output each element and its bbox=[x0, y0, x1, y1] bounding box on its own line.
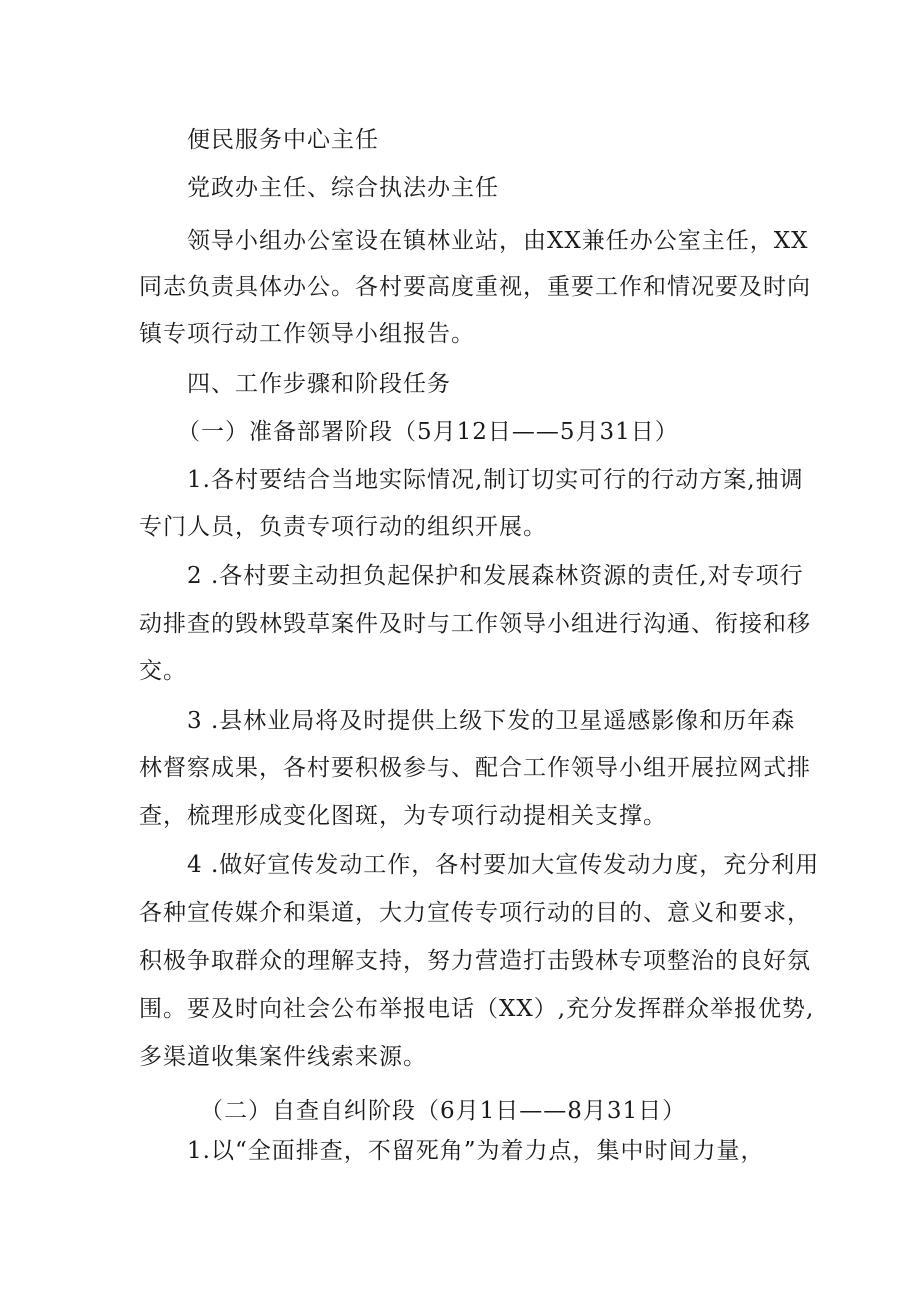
text-line-15: 查，梳理形成变化图斑，为专项行动提相关支撑。 bbox=[139, 803, 667, 829]
text-line-17: 各种宣传媒介和渠道，大力宣传专项行动的目的、意义和要求， bbox=[139, 900, 811, 926]
section-heading-4: 四、工作步骤和阶段任务 bbox=[187, 371, 451, 397]
text-line-18: 积极争取群众的理解支持，努力营造打击毁林专项整治的良好氛 bbox=[139, 948, 811, 974]
text-line-4: 同志负责具体办公。各村要高度重视，重要工作和情况要及时向 bbox=[139, 274, 811, 300]
text-line-9: 专门人员，负责专项行动的组织开展。 bbox=[139, 514, 547, 540]
text-line-8: 1.各村要结合当地实际情况,制订切实可行的行动方案,抽调 bbox=[187, 467, 804, 493]
text-line-2: 党政办主任、综合执法办主任 bbox=[187, 175, 499, 201]
text-line-11: 动排查的毁林毁草案件及时与工作领导小组进行沟通、衔接和移 bbox=[139, 611, 811, 637]
subsection-heading-1: （一）准备部署阶段（5月12日——5月31日） bbox=[177, 419, 679, 445]
text-line-12: 交。 bbox=[139, 658, 187, 684]
text-line-5: 镇专项行动工作领导小组报告。 bbox=[139, 321, 475, 347]
text-line-3: 领导小组办公室设在镇林业站，由XX兼任办公室主任，XX bbox=[187, 228, 809, 254]
subsection-heading-2: （二）自查自纠阶段（6月1日——8月31日） bbox=[200, 1098, 687, 1124]
text-line-22: 1.以“全面排查，不留死角”为着力点，集中时间力量， bbox=[187, 1138, 765, 1164]
text-line-14: 林督察成果，各村要积极参与、配合工作领导小组开展拉网式排 bbox=[139, 755, 811, 781]
text-line-10: 2 .各村要主动担负起保护和发展森林资源的责任,对专项行 bbox=[187, 563, 804, 589]
text-line-19: 围。要及时向社会公布举报电话（XX）,充分发挥群众举报优势, bbox=[139, 996, 815, 1022]
text-line-13: 3 .县林业局将及时提供上级下发的卫星遥感影像和历年森 bbox=[187, 708, 796, 734]
text-line-1: 便民服务中心主任 bbox=[187, 127, 379, 153]
text-line-16: 4 .做好宣传发动工作，各村要加大宣传发动力度，充分利用 bbox=[187, 852, 820, 878]
text-line-20: 多渠道收集案件线索来源。 bbox=[139, 1044, 427, 1070]
